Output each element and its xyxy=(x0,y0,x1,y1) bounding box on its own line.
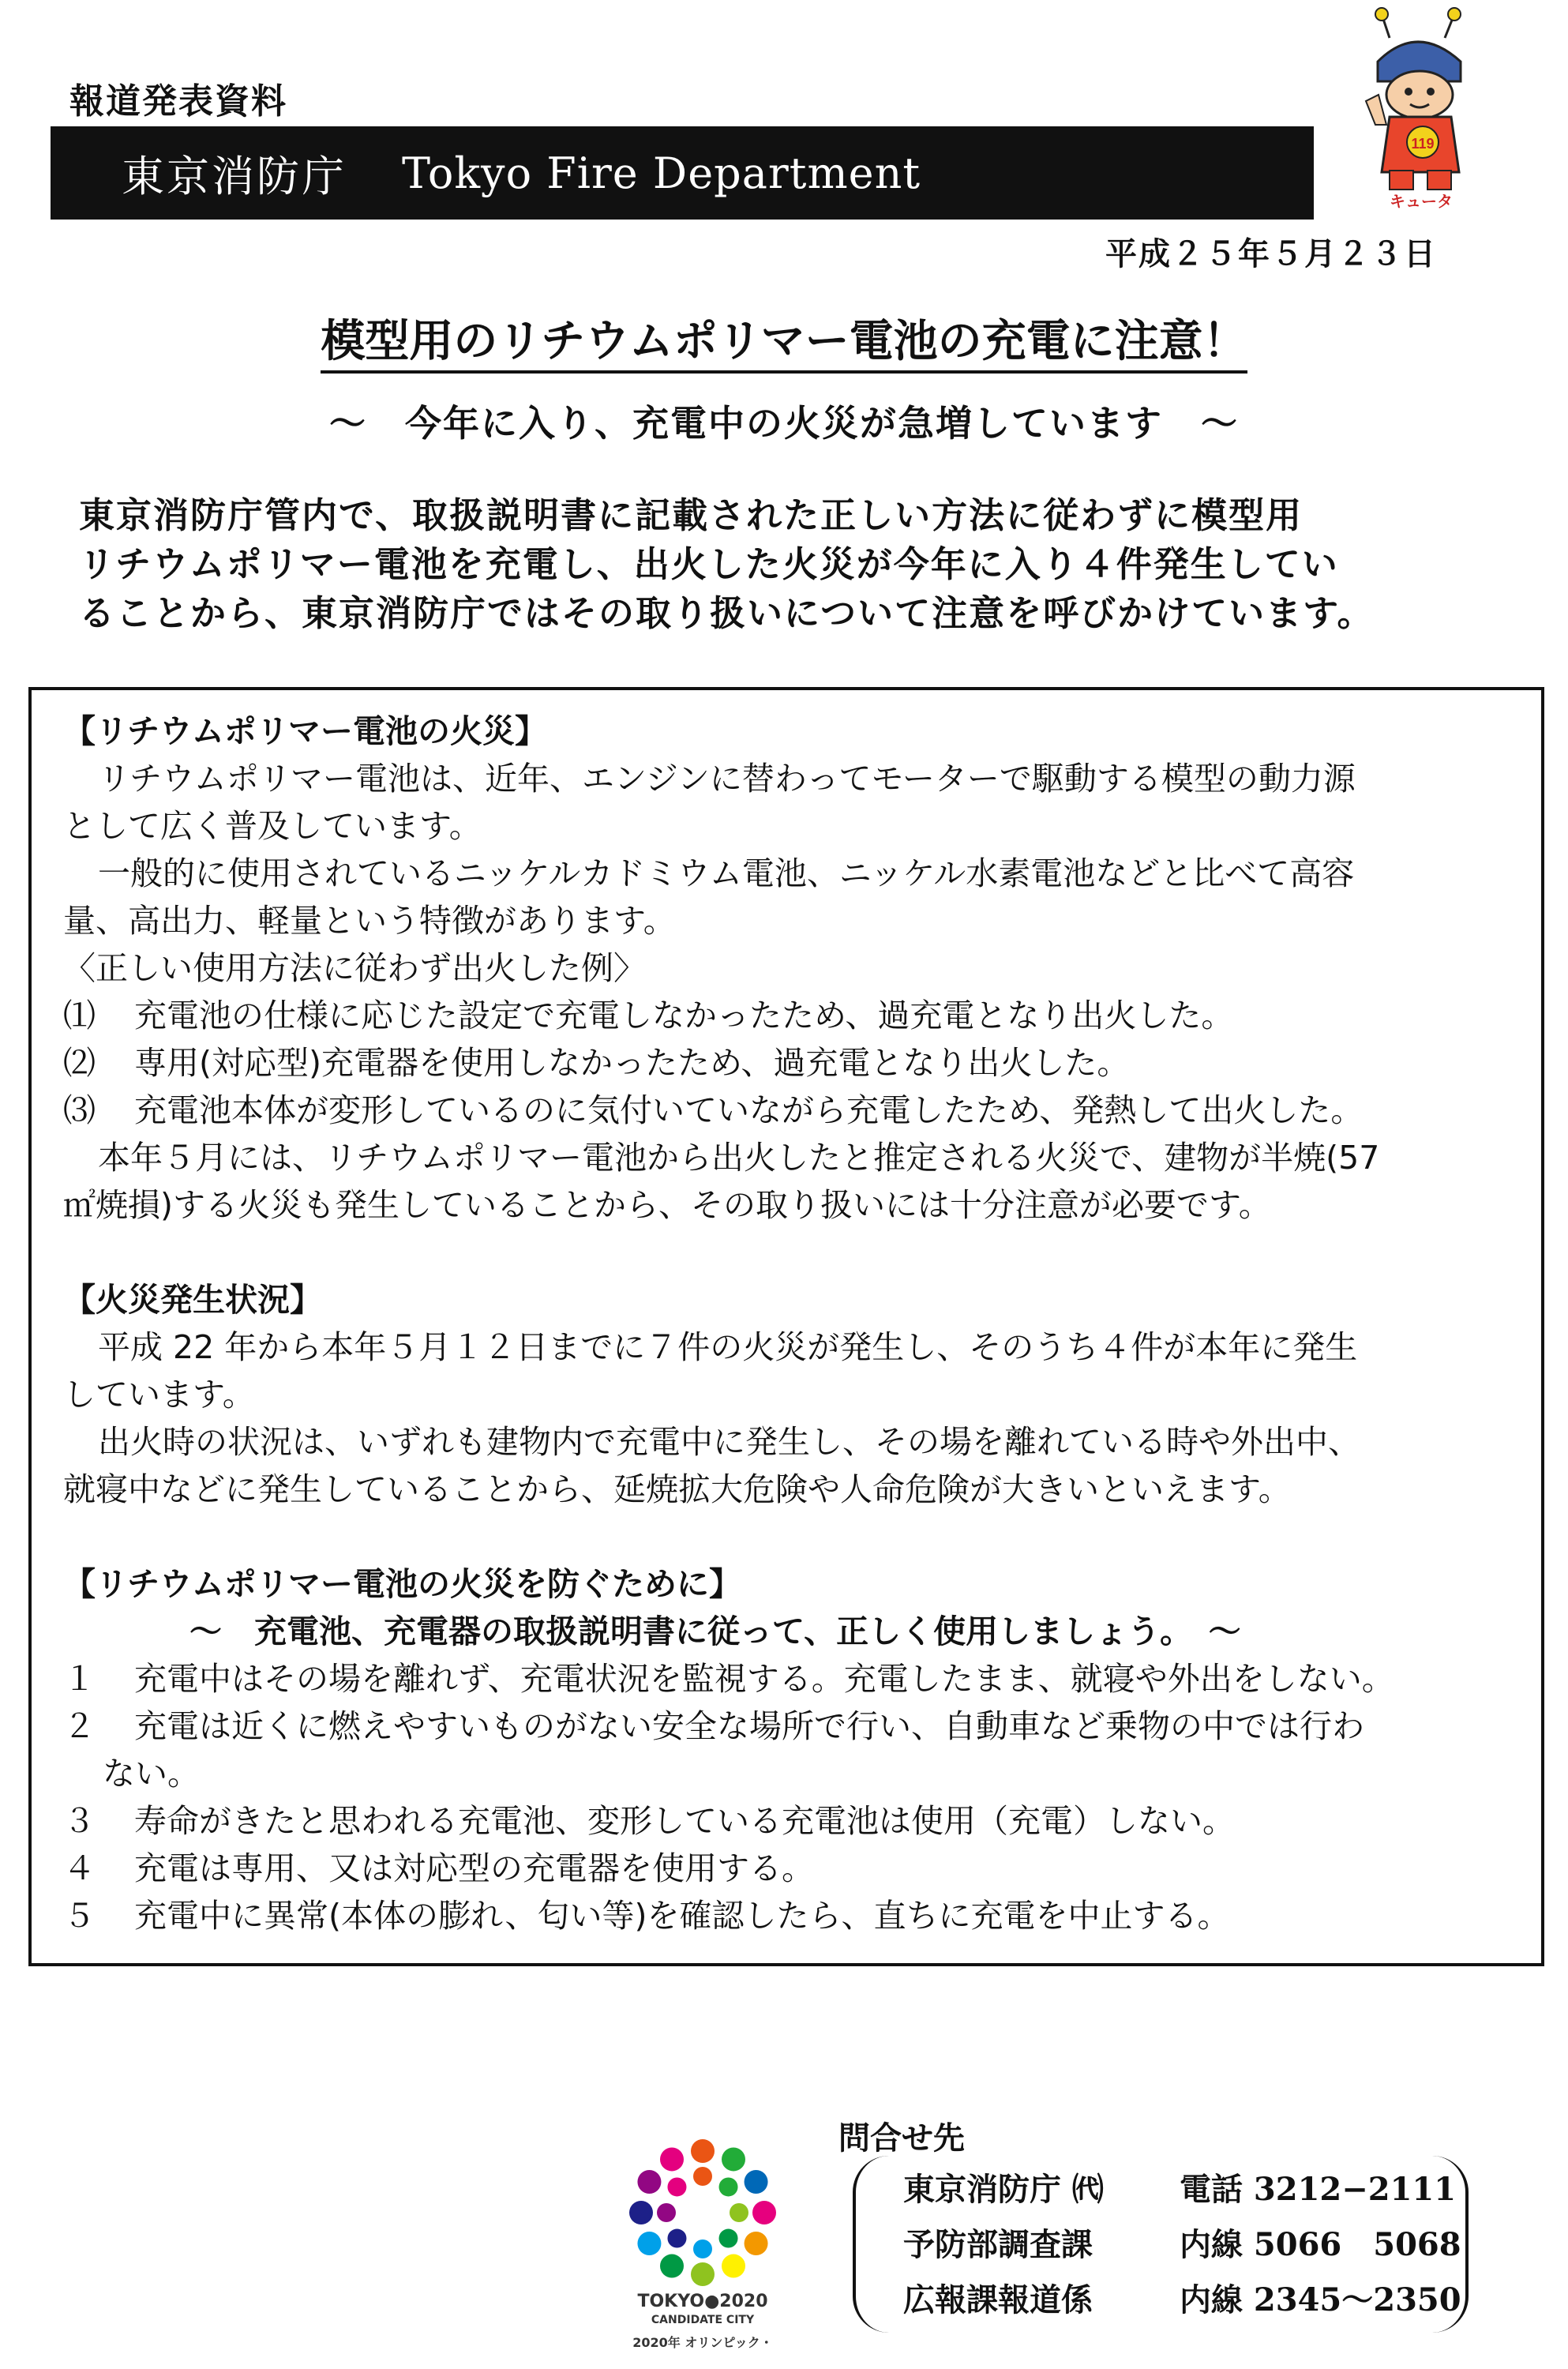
section-heading-fire-status: 【火災発生状況】 xyxy=(63,1281,322,1319)
contact-row xyxy=(903,2217,1465,2273)
flower-petal xyxy=(693,2167,712,2186)
prevention-number: ２ xyxy=(63,1707,96,1745)
logo-line-3: 2020年 オリンピック・ xyxy=(632,2335,773,2350)
logo-line-2: CANDIDATE CITY xyxy=(651,2314,755,2326)
contact-department: 東京消防庁 ㈹ xyxy=(903,2171,1104,2208)
document-title-text: 模型用のリチウムポリマー電池の充電に注意！ xyxy=(321,316,1247,374)
flower-petal xyxy=(660,2254,684,2278)
document-subtitle: ～ 今年に入り、充電中の火災が急増しています ～ xyxy=(329,402,1239,445)
flower-petal xyxy=(667,2229,686,2248)
example-number: ⑴ xyxy=(63,997,96,1034)
flower-petal xyxy=(745,2170,768,2194)
publish-date: 平成２５年５月２３日 xyxy=(1105,236,1437,272)
paragraph-line: リチウムポリマー電池は、近年、エンジンに替わってモーターで駆動する模型の動力源 xyxy=(98,760,1356,798)
example-number: ⑵ xyxy=(63,1044,96,1082)
organization-banner xyxy=(51,126,1314,220)
prevention-subheading: ～ 充電池、充電器の取扱説明書に従って、正しく使用しましょう。 ～ xyxy=(189,1612,1241,1650)
contact-number: 内線 5066 5068 xyxy=(1180,2226,1461,2263)
contact-department: 予防部調査課 xyxy=(903,2226,1093,2263)
document-title xyxy=(0,306,1568,370)
paragraph-line: ㎡焼損)する火災も発生していることから、その取り扱いには十分注意が必要です。 xyxy=(63,1186,1271,1224)
prevention-item xyxy=(63,1845,1524,1892)
document-type-label: 報道発表資料 xyxy=(69,81,287,122)
prevention-item xyxy=(63,1892,1524,1939)
flower-petal xyxy=(667,2177,686,2196)
example-item xyxy=(63,1039,1524,1087)
prevention-text: 寿命がきたと思われる充電池、変形している充電池は使用（充電）しない。 xyxy=(134,1802,1235,1840)
prevention-text: 充電中に異常(本体の膨れ、匂い等)を確認したら、直ちに充電を中止する。 xyxy=(134,1897,1230,1935)
flower-petal xyxy=(722,2147,745,2171)
lead-paragraph xyxy=(79,491,1492,638)
paragraph-line: として広く普及しています。 xyxy=(63,807,482,845)
prevention-text: 充電中はその場を離れず、充電状況を監視する。充電したまま、就寝や外出をしない。 xyxy=(134,1660,1394,1698)
flower-petal xyxy=(719,2229,738,2248)
flower-petal xyxy=(752,2201,776,2224)
lead-line: リチウムポリマー電池を充電し、出火した火災が今年に入り４件発生してい xyxy=(79,543,1339,585)
example-text: 専用(対応型)充電器を使用しなかったため、過充電となり出火した。 xyxy=(134,1044,1130,1082)
example-number: ⑶ xyxy=(63,1091,96,1129)
mascot-icon xyxy=(1358,6,1484,212)
prevention-text: 充電は近くに燃えやすいものがない安全な場所で行い、自動車など乗物の中では行わ xyxy=(134,1707,1364,1745)
example-text: 充電池本体が変形しているのに気付いていながら充電したため、発熱して出火した。 xyxy=(134,1091,1364,1129)
examples-heading: 〈正しい使用方法に従わず出火した例〉 xyxy=(63,949,646,987)
paragraph-line: 一般的に使用されているニッケルカドミウム電池、ニッケル水素電池などと比べて高容 xyxy=(98,854,1355,892)
organization-name-en: Tokyo Fire Department xyxy=(402,148,921,198)
section-heading-prevention: 【リチウムポリマー電池の火災を防ぐために】 xyxy=(63,1565,741,1603)
prevention-text-continuation: ない。 xyxy=(103,1755,200,1793)
prevention-number: ３ xyxy=(63,1802,96,1840)
example-text: 充電池の仕様に応じた設定で充電しなかったため、過充電となり出火した。 xyxy=(134,997,1234,1034)
flower-petal xyxy=(660,2147,684,2171)
contact-number: 電話 3212−2111 xyxy=(1180,2171,1457,2208)
flower-petal xyxy=(719,2177,738,2196)
paragraph-line: 就寝中などに発生していることから、延焼拡大危険や人命危険が大きいといえます。 xyxy=(63,1470,1291,1508)
paragraph-line: 出火時の状況は、いずれも建物内で充電中に発生し、その場を離れている時や外出中、 xyxy=(98,1423,1360,1461)
flower-petal xyxy=(691,2139,715,2163)
section-heading-battery-fires: 【リチウムポリマー電池の火災】 xyxy=(63,712,547,750)
paragraph-line: しています。 xyxy=(63,1376,255,1414)
organization-name-jp: 東京消防庁 xyxy=(122,151,347,201)
contact-department: 広報課報道係 xyxy=(903,2281,1093,2318)
prevention-number: ５ xyxy=(63,1897,96,1935)
flower-petal xyxy=(722,2254,745,2278)
mascot-name-text: キュータ xyxy=(1390,192,1453,211)
paragraph-line: 本年５月には、リチウムポリマー電池から出火したと推定される火災で、建物が半焼(57 xyxy=(98,1139,1380,1177)
paragraph-line: 平成 22 年から本年５月１２日までに７件の火災が発生し、そのうち４件が本年に発生 xyxy=(98,1328,1358,1366)
contact-row xyxy=(903,2273,1465,2328)
content-box xyxy=(28,687,1544,1966)
flower-petal xyxy=(691,2262,715,2286)
paragraph-line: 量、高出力、軽量という特徴があります。 xyxy=(63,902,676,940)
tokyo-2020-logo xyxy=(624,2134,782,2369)
contact-row xyxy=(903,2162,1465,2217)
prevention-item xyxy=(63,1703,1524,1750)
flower-petal xyxy=(637,2232,661,2255)
contact-number: 内線 2345〜2350 xyxy=(1180,2281,1461,2318)
contact-heading: 問合せ先 xyxy=(838,2120,965,2157)
lead-line: 東京消防庁管内で、取扱説明書に記載された正しい方法に従わずに模型用 xyxy=(79,494,1304,536)
prevention-number: ４ xyxy=(63,1849,96,1887)
lead-line: ることから、東京消防庁ではその取り扱いについて注意を呼びかけています。 xyxy=(79,592,1375,634)
prevention-item xyxy=(63,1797,1524,1845)
prevention-text: 充電は専用、又は対応型の充電器を使用する。 xyxy=(134,1849,814,1887)
contact-box xyxy=(853,2156,1469,2333)
flower-petal xyxy=(657,2203,676,2222)
example-item xyxy=(63,992,1524,1039)
flower-petal xyxy=(637,2170,661,2194)
mascot-cap-text: 119 xyxy=(1411,136,1435,152)
logo-line-1: TOKYO●2020 xyxy=(637,2292,768,2311)
flower-petal xyxy=(629,2201,653,2224)
prevention-number: １ xyxy=(63,1660,96,1698)
example-item xyxy=(63,1087,1524,1134)
prevention-item xyxy=(63,1655,1524,1703)
flower-petal xyxy=(693,2239,712,2258)
flower-petal xyxy=(730,2203,748,2222)
flower-wreath-icon xyxy=(624,2134,782,2292)
flower-petal xyxy=(745,2232,768,2255)
